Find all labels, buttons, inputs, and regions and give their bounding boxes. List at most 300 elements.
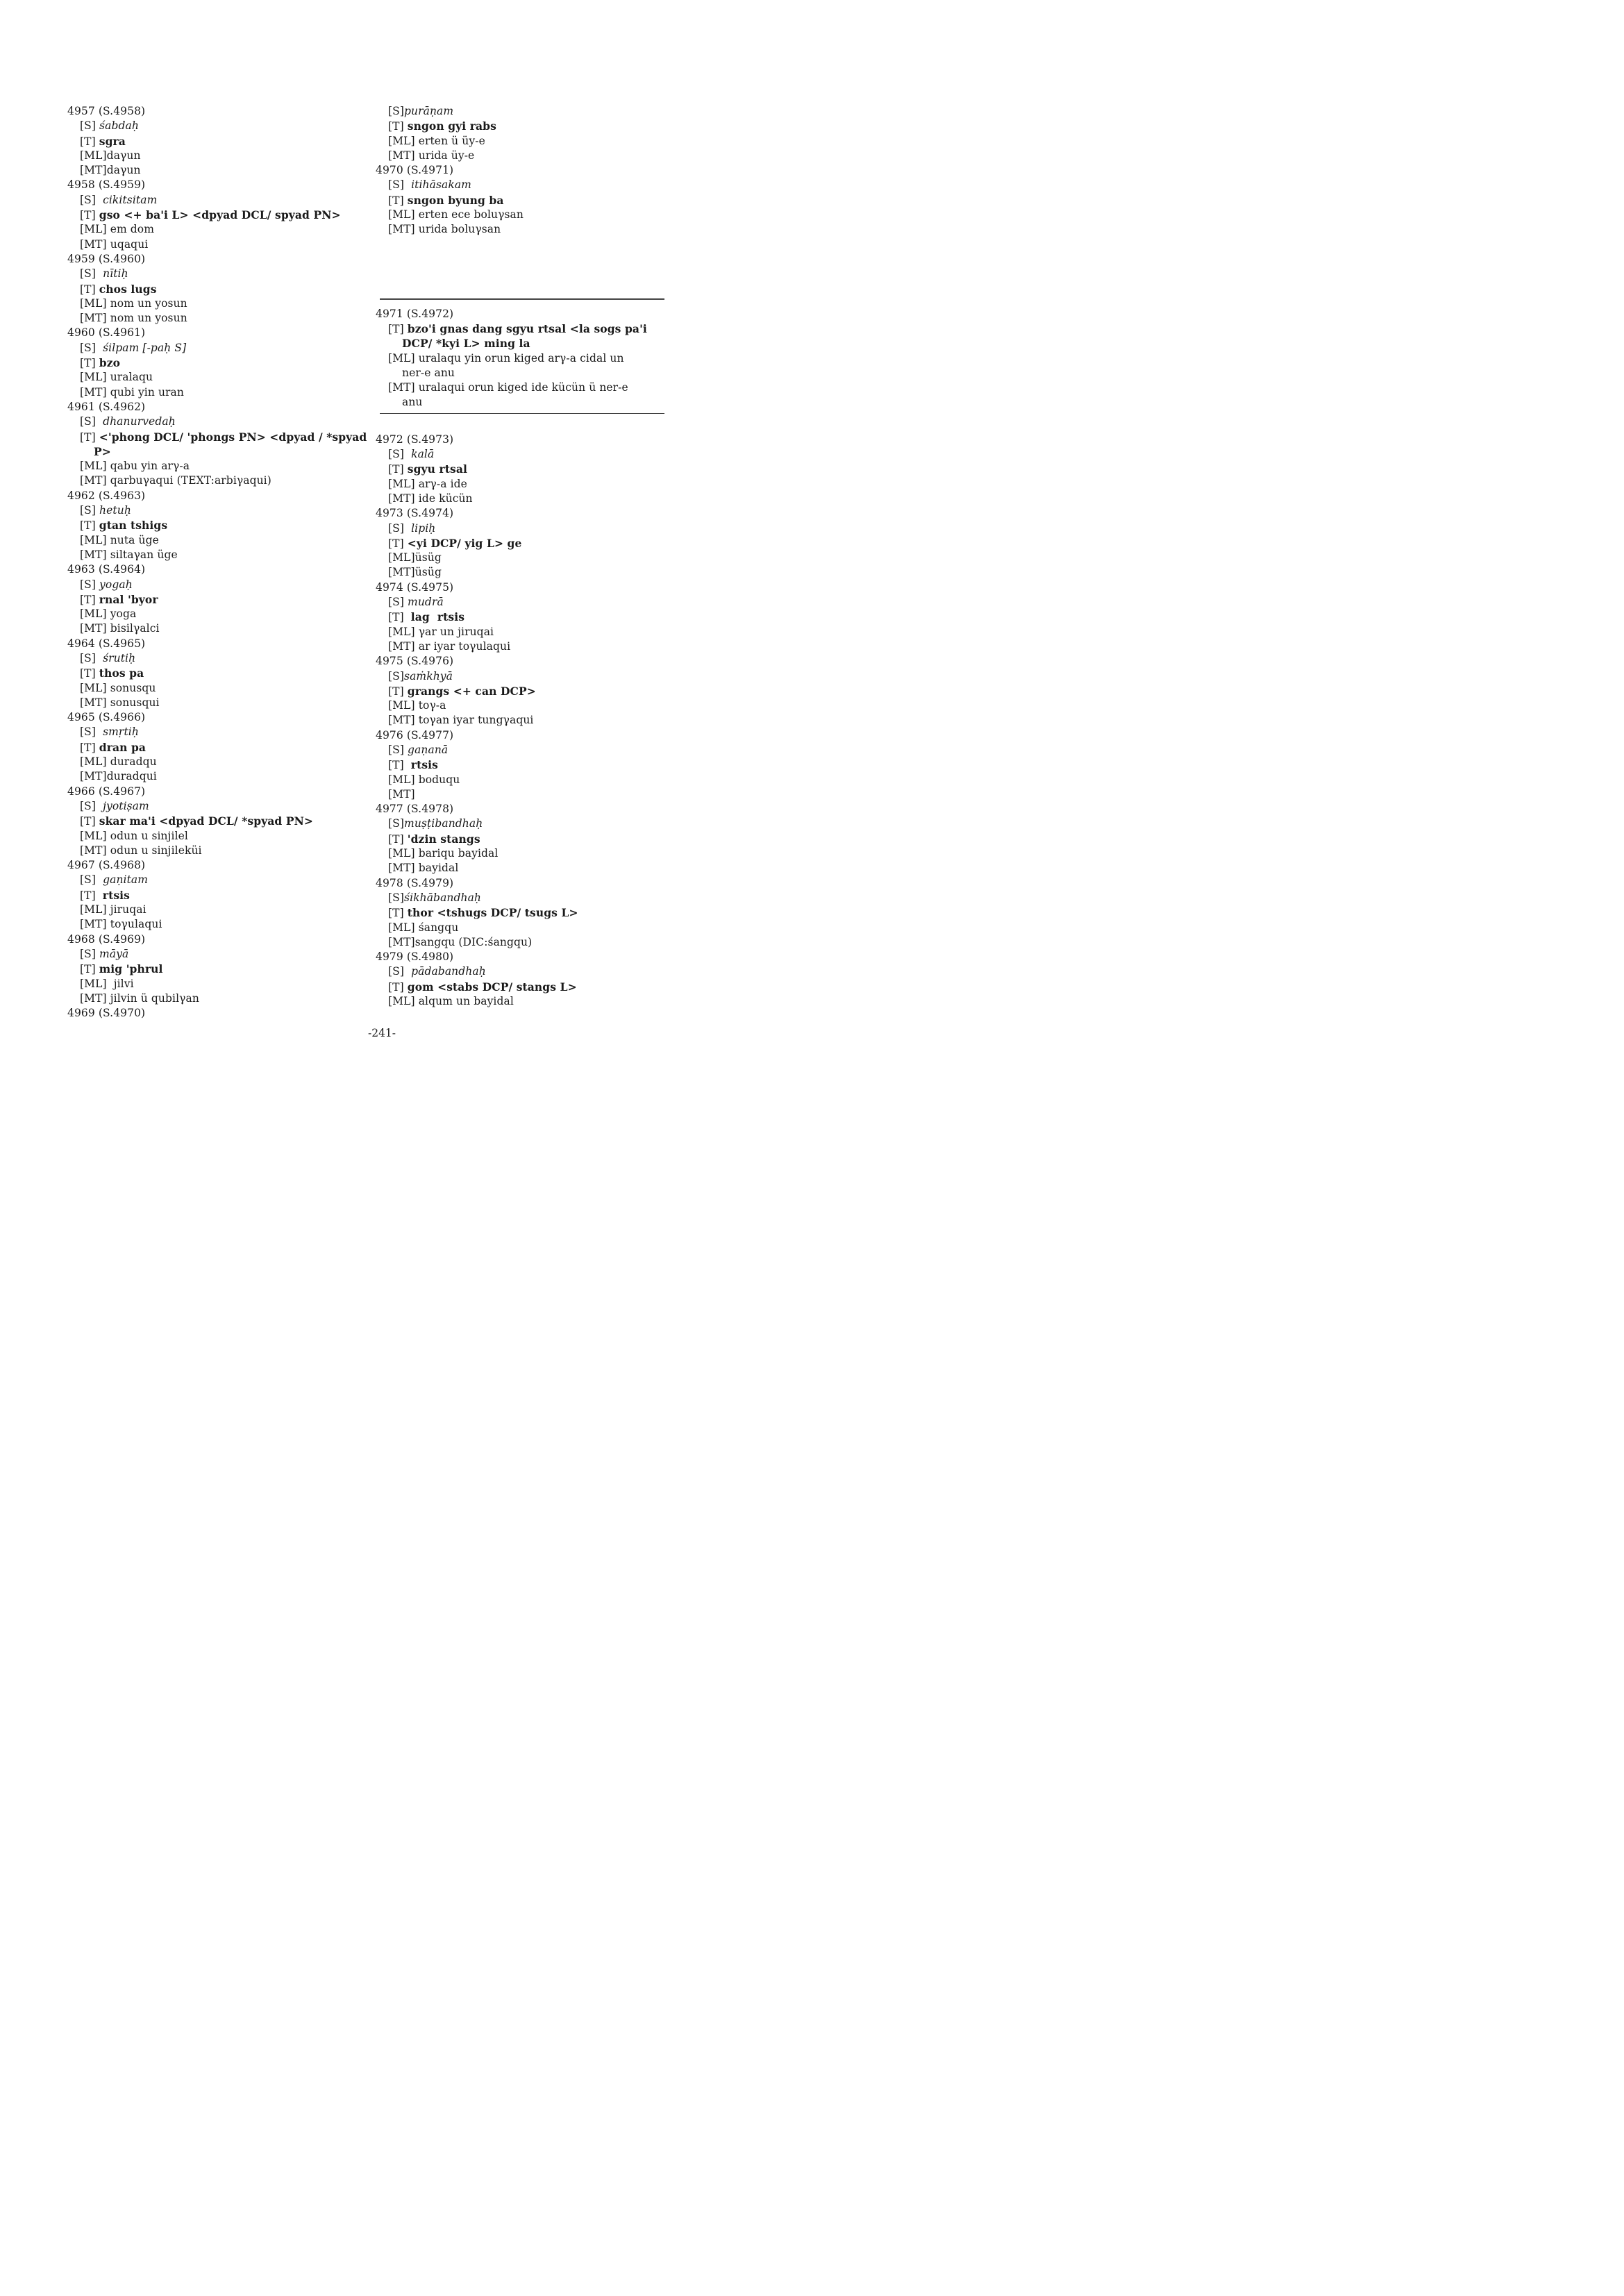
entry-text: śrutiḥ bbox=[103, 651, 136, 664]
entry-text: alqum un bayidal bbox=[418, 995, 514, 1008]
entry-line bbox=[376, 208, 674, 222]
entry-line bbox=[67, 237, 366, 252]
entry-number: 4967 (S.4968) bbox=[67, 859, 146, 872]
blank-space bbox=[376, 237, 674, 296]
entry-line bbox=[376, 757, 674, 772]
entry-text: thos pa bbox=[99, 667, 144, 680]
entry-line bbox=[67, 696, 366, 710]
entry-text: uralaqu yin orun kiged arγ-a cidal un bbox=[418, 351, 624, 364]
entry-line bbox=[67, 607, 366, 621]
entry-line bbox=[67, 769, 366, 784]
entry-line bbox=[67, 296, 366, 311]
language-tag: [ML] bbox=[388, 477, 419, 490]
entry-text: sonusqu bbox=[110, 681, 156, 694]
entry-text: rtsis bbox=[410, 758, 438, 772]
entry-line bbox=[67, 651, 366, 666]
entry-number: 4974 (S.4975) bbox=[376, 580, 454, 594]
entry-line bbox=[376, 193, 674, 208]
language-tag: [ML] bbox=[80, 296, 110, 310]
language-tag: [S] bbox=[388, 596, 408, 609]
language-tag: [ML] bbox=[80, 681, 110, 694]
entry-number: 4957 (S.4958) bbox=[67, 105, 146, 117]
entry-text: sngon byung ba bbox=[407, 193, 504, 207]
entry-text: nom un yosun bbox=[110, 312, 187, 325]
entry-line bbox=[376, 595, 674, 610]
entry-number: 4979 (S.4980) bbox=[376, 950, 454, 964]
entry-number: 4977 (S.4978) bbox=[376, 803, 454, 816]
entry-text: anu bbox=[402, 396, 423, 409]
entry-line bbox=[67, 518, 366, 533]
language-tag: [S] bbox=[80, 873, 103, 887]
entry-line bbox=[67, 414, 366, 429]
entry-text: arγ-a ide bbox=[418, 477, 467, 490]
entry-line bbox=[67, 592, 366, 607]
language-tag: [T] bbox=[80, 209, 99, 222]
entry-line bbox=[376, 366, 674, 380]
entry-number: 4969 (S.4970) bbox=[67, 1007, 146, 1020]
entry-text: bayidal bbox=[418, 862, 459, 875]
entry-number: 4961 (S.4962) bbox=[67, 400, 146, 413]
entry-text: purāṇam bbox=[404, 105, 454, 117]
entry-number: 4970 (S.4971) bbox=[376, 164, 454, 177]
entry-text: cikitsitam bbox=[103, 193, 158, 206]
entry-text: gaṇitam bbox=[103, 873, 149, 887]
entry-text: <yi DCP/ yig L> ge bbox=[407, 536, 522, 550]
language-tag: [ML] bbox=[388, 208, 419, 221]
entry-number: 4965 (S.4966) bbox=[67, 711, 146, 724]
entry-text: ner-e anu bbox=[402, 366, 455, 379]
entry-line bbox=[376, 891, 674, 905]
entry-line bbox=[67, 917, 366, 932]
entry-text: saṁkhyā bbox=[404, 669, 453, 682]
language-tag: [ML] bbox=[388, 134, 419, 147]
entry-line bbox=[67, 134, 366, 149]
language-tag: [MT] bbox=[388, 492, 419, 505]
entry-text: sgyu rtsal bbox=[407, 462, 467, 476]
entry-text: jyotiṣam bbox=[103, 799, 149, 812]
entry-line bbox=[67, 977, 366, 991]
entry-line bbox=[376, 380, 674, 395]
entry-text: duradqu bbox=[110, 755, 157, 769]
entry-line bbox=[376, 980, 674, 994]
entry-number: 4972 (S.4973) bbox=[376, 433, 454, 446]
entry-line bbox=[376, 846, 674, 861]
entry-line bbox=[67, 578, 366, 592]
entry-line bbox=[376, 565, 674, 580]
entry-text: itihāsakam bbox=[411, 178, 471, 192]
language-tag: [ML] bbox=[388, 995, 419, 1008]
entry-text: śilpam [-paḥ S] bbox=[103, 341, 187, 354]
language-tag: [S] bbox=[388, 965, 412, 978]
entry-text: thor <tshugs DCP/ tsugs L> bbox=[407, 906, 578, 920]
entry-line bbox=[376, 832, 674, 846]
entry-text: jilvin ü qubilγan bbox=[110, 991, 199, 1005]
entry-line bbox=[67, 459, 366, 474]
entry-line bbox=[376, 905, 674, 920]
entry-text: em dom bbox=[110, 223, 155, 236]
entry-line bbox=[67, 991, 366, 1006]
entry-text: DCP/ *kyi L> ming la bbox=[402, 337, 530, 351]
entry-text: urida boluγsan bbox=[418, 223, 501, 236]
entry-text: gtan tshigs bbox=[99, 519, 168, 533]
entry-text: siltaγan üge bbox=[110, 548, 178, 561]
entry-text: daγun bbox=[106, 164, 141, 177]
language-tag: [ML] bbox=[388, 551, 415, 564]
language-tag: [S] bbox=[388, 743, 408, 756]
entry-line bbox=[376, 536, 674, 551]
entry-line bbox=[67, 799, 366, 814]
entry-text: bariqu bayidal bbox=[418, 847, 499, 860]
entry-line bbox=[376, 104, 674, 119]
entry-line bbox=[376, 773, 674, 787]
language-tag: [MT] bbox=[80, 164, 107, 177]
entry-line bbox=[67, 208, 366, 222]
entry-line bbox=[376, 551, 674, 565]
language-tag: [ML] bbox=[80, 607, 110, 621]
blank-space bbox=[376, 414, 674, 433]
entry-text: gom <stabs DCP/ stangs L> bbox=[407, 980, 577, 994]
entry-line bbox=[67, 119, 366, 133]
entry-line bbox=[376, 698, 674, 713]
language-tag: [T] bbox=[388, 120, 408, 133]
entry-text: urida üy-e bbox=[418, 149, 475, 162]
entry-line bbox=[376, 178, 674, 192]
entry-text: jiruqai bbox=[110, 903, 147, 916]
entry-line bbox=[67, 222, 366, 237]
language-tag: [ML] bbox=[80, 533, 110, 546]
entry-text: uralaqui orun kiged ide kücün ü ner-e bbox=[418, 381, 628, 394]
entry-text: śabdaḥ bbox=[99, 119, 139, 133]
entry-number: 4959 (S.4960) bbox=[67, 252, 146, 265]
entry-text: P> bbox=[94, 444, 111, 458]
entry-text: boduqu bbox=[418, 773, 460, 786]
entry-text: üsüg bbox=[415, 566, 442, 579]
language-tag: [MT] bbox=[80, 474, 110, 487]
left-column bbox=[67, 104, 366, 1021]
entry-line bbox=[67, 903, 366, 917]
entry-line bbox=[376, 787, 674, 802]
entry-number: 4963 (S.4964) bbox=[67, 563, 146, 576]
language-tag: [S] bbox=[80, 504, 100, 517]
language-tag: [MT] bbox=[80, 237, 110, 251]
entry-text: yogaḥ bbox=[99, 578, 133, 591]
entry-line bbox=[376, 639, 674, 654]
entry-number: 4964 (S.4965) bbox=[67, 637, 146, 650]
language-tag: [T] bbox=[80, 667, 99, 680]
entry-line bbox=[67, 533, 366, 548]
entry-text: ide kücün bbox=[418, 492, 473, 505]
language-tag: [ML] bbox=[80, 149, 107, 162]
entry-text: qarbuγaqui (TEXT:arbiγaqui) bbox=[110, 474, 271, 487]
language-tag: [S] bbox=[80, 651, 103, 664]
entry-line bbox=[376, 462, 674, 476]
language-tag: [S] bbox=[388, 817, 405, 830]
entry-line bbox=[376, 222, 674, 237]
entry-text: nītiḥ bbox=[103, 267, 128, 280]
language-tag: [T] bbox=[388, 537, 408, 550]
entry-line bbox=[376, 743, 674, 757]
language-tag: [T] bbox=[388, 832, 408, 846]
entry-text: gso <+ ba'i L> <dpyad DCL/ spyad PN> bbox=[99, 208, 341, 222]
entry-line bbox=[67, 548, 366, 562]
entry-text: sonusqui bbox=[110, 696, 160, 709]
entry-line bbox=[376, 447, 674, 462]
language-tag: [T] bbox=[80, 889, 103, 902]
language-tag: [MT] bbox=[388, 639, 419, 653]
entry-line bbox=[376, 149, 674, 163]
entry-text: lipiḥ bbox=[411, 521, 436, 535]
language-tag: [S] bbox=[80, 726, 103, 739]
entry-line bbox=[376, 625, 674, 639]
language-tag: [ML] bbox=[388, 921, 419, 934]
entry-text: mig 'phrul bbox=[99, 962, 163, 976]
entry-number: 4975 (S.4976) bbox=[376, 655, 454, 668]
language-tag: [S] bbox=[80, 578, 100, 591]
entry-text: dran pa bbox=[99, 740, 147, 754]
entry-text: uqaqui bbox=[110, 237, 149, 251]
language-tag: [T] bbox=[80, 135, 99, 148]
entry-text: śangqu bbox=[418, 921, 459, 934]
entry-line bbox=[67, 193, 366, 208]
language-tag: [T] bbox=[80, 741, 99, 754]
right-column bbox=[376, 104, 674, 1009]
entry-text: daγun bbox=[106, 149, 141, 162]
entry-text: bzo bbox=[99, 356, 121, 370]
language-tag: [MT] bbox=[388, 566, 415, 579]
language-tag: [T] bbox=[80, 283, 99, 296]
language-tag: [MT] bbox=[388, 381, 419, 394]
entry-text: jilvi bbox=[113, 977, 134, 990]
language-tag: [S] bbox=[388, 891, 405, 904]
language-tag: [MT] bbox=[80, 385, 110, 399]
entry-number: 4960 (S.4961) bbox=[67, 326, 146, 340]
entry-text: bisilγalci bbox=[110, 622, 160, 635]
entry-line bbox=[67, 282, 366, 296]
entry-line bbox=[376, 684, 674, 698]
entry-text: nuta üge bbox=[110, 533, 159, 546]
entry-line bbox=[67, 311, 366, 326]
entry-line bbox=[376, 669, 674, 684]
entry-line bbox=[67, 163, 366, 178]
entry-line bbox=[67, 621, 366, 636]
entry-line bbox=[376, 477, 674, 492]
right-column-top-entries bbox=[376, 104, 674, 237]
entry-line bbox=[67, 740, 366, 755]
entry-text: gaṇanā bbox=[408, 743, 449, 756]
entry-text: odun u sinjileküi bbox=[110, 844, 202, 857]
entry-text: ar iyar toγulaqui bbox=[418, 639, 511, 653]
language-tag: [T] bbox=[388, 907, 408, 920]
entry-text: erten ece boluγsan bbox=[418, 208, 524, 221]
entry-line bbox=[376, 134, 674, 149]
entry-text: duradqui bbox=[106, 770, 157, 783]
language-tag: [T] bbox=[80, 430, 99, 444]
entry-line bbox=[376, 964, 674, 979]
language-tag: [MT] bbox=[80, 548, 110, 561]
entry-line bbox=[376, 521, 674, 536]
language-tag: [S] bbox=[80, 341, 103, 354]
entry-line bbox=[67, 503, 366, 518]
entry-text: yoga bbox=[110, 607, 137, 621]
language-tag: [T] bbox=[80, 357, 99, 370]
entry-line bbox=[67, 829, 366, 844]
section-heading-entry bbox=[376, 307, 674, 410]
entry-line bbox=[67, 341, 366, 355]
entry-text: kalā bbox=[411, 448, 435, 461]
entry-text: sngon gyi rabs bbox=[407, 119, 496, 133]
entry-line bbox=[376, 921, 674, 935]
language-tag: [S] bbox=[80, 193, 103, 206]
entry-number: 4968 (S.4969) bbox=[67, 932, 146, 946]
entry-text: sgra bbox=[99, 134, 126, 148]
language-tag: [S] bbox=[388, 669, 405, 682]
entry-line bbox=[376, 816, 674, 831]
entry-text: hetuḥ bbox=[99, 504, 131, 517]
entry-text: rnal 'byor bbox=[99, 592, 158, 606]
entry-line bbox=[67, 888, 366, 903]
language-tag: [S] bbox=[80, 119, 100, 133]
entry-line bbox=[67, 725, 366, 739]
entry-text: uralaqu bbox=[110, 371, 153, 384]
language-tag: [S] bbox=[388, 521, 412, 535]
entry-text: odun u sinjilel bbox=[110, 829, 188, 842]
entry-line bbox=[67, 666, 366, 680]
entry-number: 4978 (S.4979) bbox=[376, 876, 454, 889]
entry-line bbox=[376, 351, 674, 366]
entry-text: smṛtiḥ bbox=[103, 726, 139, 739]
entry-text: qubi yin uran bbox=[110, 385, 184, 399]
entry-text: qabu yin arγ-a bbox=[110, 460, 190, 473]
page-number: -241- bbox=[367, 1027, 396, 1039]
language-tag: [MT] bbox=[80, 312, 110, 325]
entry-line bbox=[67, 267, 366, 281]
entry-line bbox=[67, 355, 366, 370]
entry-line bbox=[67, 814, 366, 828]
language-tag: [T] bbox=[80, 519, 99, 533]
entry-text: toγ-a bbox=[418, 699, 446, 712]
entry-text: bzo'i gnas dang sgyu rtsal <la sogs pa'i bbox=[407, 321, 647, 335]
entry-line bbox=[376, 119, 674, 133]
language-tag: [ML] bbox=[388, 625, 419, 638]
language-tag: [S] bbox=[80, 267, 103, 280]
entry-line bbox=[67, 370, 366, 385]
language-tag: [ML] bbox=[388, 847, 419, 860]
language-tag: [MT] bbox=[80, 918, 110, 931]
entry-number: 4976 (S.4977) bbox=[376, 728, 454, 741]
language-tag: [T] bbox=[388, 611, 411, 624]
entry-line bbox=[376, 861, 674, 875]
entry-number: 4966 (S.4967) bbox=[67, 785, 146, 798]
entry-text: 'dzin stangs bbox=[407, 832, 480, 846]
entry-text: pādabandhaḥ bbox=[411, 965, 486, 978]
language-tag: [ML] bbox=[80, 460, 110, 473]
entry-text: <'phong DCL/ 'phongs PN> <dpyad / *spyad bbox=[99, 430, 367, 444]
language-tag: [T] bbox=[388, 463, 408, 476]
entry-line bbox=[376, 492, 674, 506]
language-tag: [MT] bbox=[80, 770, 107, 783]
language-tag: [T] bbox=[80, 593, 99, 606]
language-tag: [S] bbox=[80, 415, 103, 428]
language-tag: [T] bbox=[388, 322, 408, 335]
language-tag: [ML] bbox=[80, 903, 110, 916]
entry-number: 4958 (S.4959) bbox=[67, 178, 146, 192]
entry-text: γar un jiruqai bbox=[418, 625, 494, 638]
language-tag: [MT] bbox=[388, 223, 419, 236]
language-tag: [T] bbox=[388, 759, 411, 772]
language-tag: [MT] bbox=[80, 622, 110, 635]
entry-line bbox=[67, 474, 366, 488]
language-tag: [ML] bbox=[80, 977, 114, 990]
entry-line bbox=[67, 962, 366, 976]
language-tag: [ML] bbox=[388, 351, 419, 364]
language-tag: [ML] bbox=[80, 829, 110, 842]
language-tag: [MT] bbox=[388, 714, 419, 727]
language-tag: [ML] bbox=[388, 773, 419, 786]
entry-text: muṣṭibandhaḥ bbox=[404, 817, 483, 830]
entry-text: dhanurvedaḥ bbox=[103, 415, 176, 428]
entry-line bbox=[376, 321, 674, 336]
language-tag: [T] bbox=[388, 980, 408, 994]
entry-line bbox=[67, 385, 366, 400]
language-tag: [MT] bbox=[388, 149, 419, 162]
entry-line bbox=[376, 994, 674, 1009]
entry-line bbox=[376, 395, 674, 410]
entry-text: skar ma'i <dpyad DCL/ *spyad PN> bbox=[99, 814, 313, 828]
language-tag: [T] bbox=[80, 815, 99, 828]
entry-line bbox=[67, 681, 366, 696]
entry-text: mudrā bbox=[408, 596, 444, 609]
entry-line bbox=[67, 149, 366, 163]
language-tag: [ML] bbox=[388, 699, 419, 712]
entry-text: māyā bbox=[99, 947, 129, 960]
entry-number: 4962 (S.4963) bbox=[67, 489, 146, 502]
entry-line bbox=[67, 444, 366, 459]
entry-line bbox=[67, 844, 366, 858]
language-tag: [S] bbox=[80, 799, 103, 812]
entry-text: toγulaqui bbox=[110, 918, 162, 931]
language-tag: [ML] bbox=[80, 371, 110, 384]
language-tag: [S] bbox=[388, 448, 412, 461]
language-tag: [T] bbox=[80, 963, 99, 976]
entry-line bbox=[376, 713, 674, 728]
entry-line bbox=[67, 947, 366, 962]
entry-text: üsüg bbox=[415, 551, 442, 564]
language-tag: [MT] bbox=[80, 844, 110, 857]
entry-number: 4973 (S.4974) bbox=[376, 507, 454, 520]
language-tag: [ML] bbox=[80, 755, 110, 769]
entry-line bbox=[67, 755, 366, 769]
entry-text: nom un yosun bbox=[110, 296, 187, 310]
language-tag: [MT] bbox=[80, 991, 110, 1005]
entry-text: lag rtsis bbox=[410, 610, 465, 624]
entry-text: chos lugs bbox=[99, 282, 157, 296]
language-tag: [T] bbox=[388, 685, 408, 698]
language-tag: [MT] bbox=[388, 862, 419, 875]
language-tag: [MT] bbox=[388, 935, 415, 948]
entry-text: erten ü üy-e bbox=[418, 134, 485, 147]
language-tag: [MT] bbox=[80, 696, 110, 709]
entry-number: 4971 (S.4972) bbox=[376, 307, 454, 320]
language-tag: [ML] bbox=[80, 223, 110, 236]
language-tag: [T] bbox=[388, 194, 408, 207]
language-tag: [S] bbox=[388, 178, 412, 192]
entry-line bbox=[376, 610, 674, 624]
entry-text: rtsis bbox=[102, 888, 130, 902]
entry-text: grangs <+ can DCP> bbox=[407, 684, 536, 698]
entry-line bbox=[67, 430, 366, 444]
double-rule-divider bbox=[380, 298, 664, 300]
entry-text: sangqu (DIC:śangqu) bbox=[415, 935, 533, 948]
